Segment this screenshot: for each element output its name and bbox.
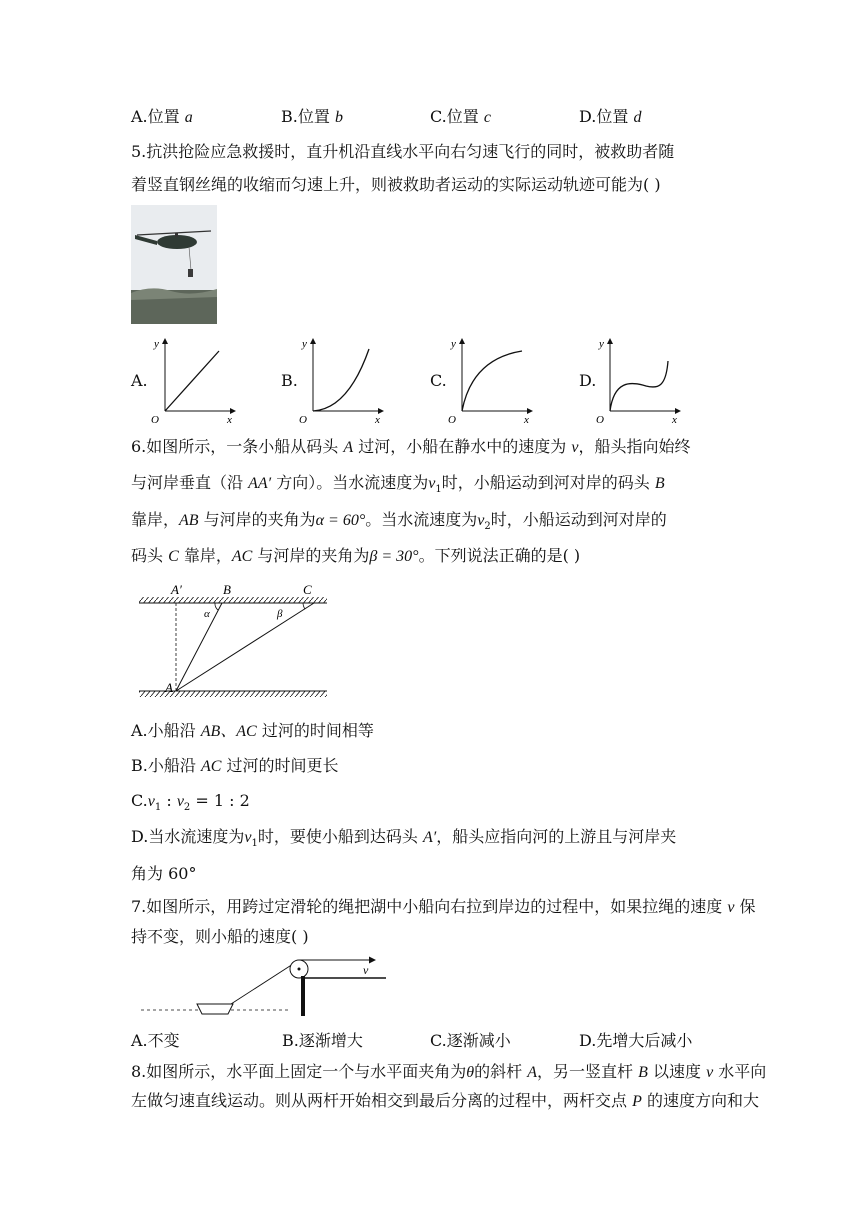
q7-option-a: A.不变 bbox=[131, 1031, 180, 1050]
q6-text-line3: 靠岸，AB 与河岸的夹角为α = 60°。当水流速度为$v_2$时，小船运动到河对岸的 bbox=[131, 510, 667, 533]
q5-option-a-label: A. bbox=[131, 371, 148, 390]
q5-graph-a-origin: O bbox=[151, 414, 159, 426]
q6-label-alpha: α bbox=[204, 608, 210, 620]
q5-graph-d-origin: O bbox=[596, 414, 604, 426]
q5-text-line2: 着竖直钢丝绳的收缩而匀速上升，则被救助者运动的实际运动轨迹可能为( ) bbox=[131, 175, 661, 194]
q6-option-a: A.小船沿 AB、AC 过河的时间相等 bbox=[131, 721, 374, 740]
q5-graph-c-x-label: x bbox=[524, 414, 529, 426]
q5-graph-b bbox=[293, 331, 388, 426]
q5-graph-b-y-label: y bbox=[302, 338, 307, 350]
helicopter-photo bbox=[131, 205, 217, 324]
q6-label-a: A bbox=[165, 680, 173, 695]
q6-river-diagram bbox=[131, 582, 341, 702]
q6-label-a-prime: A′ bbox=[171, 582, 182, 597]
q7-option-b: B.逐渐增大 bbox=[282, 1031, 363, 1050]
q7-label-v: v bbox=[363, 963, 369, 977]
q6-label-b: B bbox=[223, 582, 231, 597]
q4-option-a: A.位置 a bbox=[131, 107, 193, 126]
q7-text-line2: 持不变，则小船的速度( ) bbox=[131, 927, 309, 946]
q5-graph-d-x-label: x bbox=[672, 414, 677, 426]
q6-option-d-line1: D.当水流速度为$v_1$时，要使小船到达码头 A′，船头应指向河的上游且与河岸夹 bbox=[131, 827, 677, 850]
q5-graph-b-x-label: x bbox=[375, 414, 380, 426]
q6-text-line1: 6.如图所示，一条小船从码头 A 过河，小船在静水中的速度为 v，船头指向始终 bbox=[131, 437, 691, 456]
q6-option-c: $C.v_1$ : $v_2 = 1$ : 2 bbox=[131, 791, 250, 814]
q5-graph-d-y-label: y bbox=[599, 338, 604, 350]
q5-option-d-label: D. bbox=[579, 371, 597, 390]
q5-graph-a bbox=[145, 331, 240, 426]
q5-text-line1: 5.抗洪抢险应急救援时，直升机沿直线水平向右匀速飞行的同时，被救助者随 bbox=[131, 142, 675, 161]
q5-graph-b-origin: O bbox=[299, 414, 307, 426]
q4-option-c: C.位置 c bbox=[430, 107, 491, 126]
q6-text-line4: 码头 C 靠岸，AC 与河岸的夹角为β = 30°。下列说法正确的是( ) bbox=[131, 546, 581, 565]
q5-graph-c bbox=[442, 331, 537, 426]
q6-label-beta: β bbox=[277, 608, 283, 620]
q5-option-b-label: B. bbox=[281, 371, 298, 390]
q4-option-b: B.位置 b bbox=[281, 107, 343, 126]
q5-graph-a-x-label: x bbox=[227, 414, 232, 426]
q5-graph-a-y-label: y bbox=[154, 338, 159, 350]
q6-text-line2: 与河岸垂直（沿 AA′ 方向）。当水流速度为$v_1$时，小船运动到河对岸的码头 B bbox=[131, 473, 665, 496]
q6-option-d-line2: 角为 60° bbox=[131, 864, 197, 883]
q7-pulley-diagram bbox=[131, 952, 391, 1022]
q7-option-d: D.先增大后减小 bbox=[579, 1031, 693, 1050]
q5-graph-d bbox=[590, 331, 685, 426]
q5-graph-c-y-label: y bbox=[451, 338, 456, 350]
q4-option-d: D.位置 d bbox=[579, 107, 642, 126]
q7-option-c: C.逐渐减小 bbox=[430, 1031, 511, 1050]
q6-option-b: B.小船沿 AC 过河的时间更长 bbox=[131, 756, 339, 775]
q5-option-c-label: C. bbox=[430, 371, 447, 390]
q6-label-c: C bbox=[303, 582, 312, 597]
q8-text-line2: 左做匀速直线运动。则从两杆开始相交到最后分离的过程中，两杆交点 P 的速度方向和大 bbox=[131, 1091, 759, 1110]
q5-graph-c-origin: O bbox=[448, 414, 456, 426]
q7-text-line1: 7.如图所示，用跨过定滑轮的绳把湖中小船向右拉到岸边的过程中，如果拉绳的速度 v 保 bbox=[131, 897, 756, 916]
q8-text-line1: 8.如图所示，水平面上固定一个与水平面夹角为θ的斜杆 A，另一竖直杆 B 以速度 v 水平向 bbox=[131, 1062, 767, 1081]
